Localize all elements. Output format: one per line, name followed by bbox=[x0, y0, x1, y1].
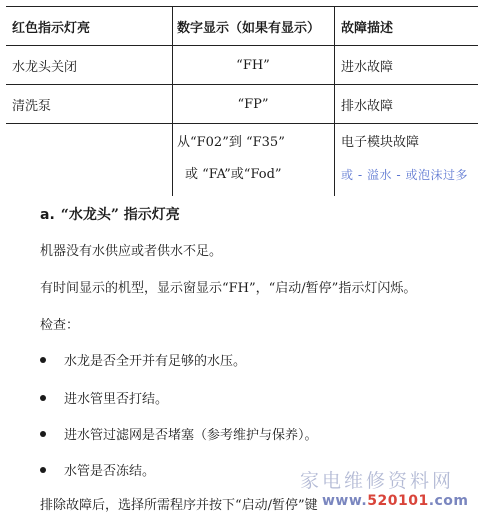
section-heading: “水龙头” 指示灯亮 bbox=[60, 207, 180, 223]
list-item-text: 进水管过滤网是否堵塞（参考维护与保养）。 bbox=[64, 428, 318, 443]
bullet-icon bbox=[40, 357, 46, 363]
table-cell: 水龙头关闭 bbox=[12, 59, 78, 75]
paragraph-no-water: 机器没有水供应或者供水不足。 bbox=[40, 244, 223, 259]
paragraph-after-fix: 排除故障后，选择所需程序并按下“启动/暂停”键 bbox=[40, 498, 318, 513]
bullet-icon bbox=[40, 431, 46, 437]
section-number: a. bbox=[40, 207, 55, 223]
text-overflow: 溢水 bbox=[367, 168, 393, 182]
list-item bbox=[40, 460, 155, 479]
fault-table bbox=[6, 6, 478, 196]
table-row bbox=[6, 46, 478, 85]
text-foam: 或泡沫过多 bbox=[405, 168, 469, 182]
header-red-indicator: 红色指示灯亮 bbox=[12, 20, 91, 36]
fault-code-range: 从“F02”到 “F35” bbox=[177, 135, 285, 150]
table-cell: “FP” bbox=[172, 85, 333, 123]
table-row bbox=[6, 124, 478, 196]
table-cell bbox=[6, 124, 176, 196]
list-item bbox=[40, 388, 168, 407]
watermark-url bbox=[322, 493, 469, 509]
header-fault-description: 故障描述 bbox=[334, 7, 485, 45]
table-cell: “FH” bbox=[172, 46, 333, 84]
table-cell bbox=[172, 124, 337, 196]
watermark-domain: .com bbox=[428, 493, 469, 509]
fault-electronic-module: 电子模块故障 bbox=[341, 135, 420, 150]
header-digital-display: 数字显示（如果有显示） bbox=[172, 7, 337, 45]
fault-code-alternatives: 或 “FA”或“Fod” bbox=[185, 167, 282, 182]
list-item-text: 水龙是否全开并有足够的水压。 bbox=[64, 354, 247, 369]
list-item bbox=[40, 350, 246, 369]
paragraph-check: 检查： bbox=[40, 318, 80, 333]
table-cell: 进水故障 bbox=[334, 46, 485, 84]
table-cell: 排水故障 bbox=[334, 85, 485, 123]
watermark-number: 520101 bbox=[367, 493, 429, 509]
table-row bbox=[6, 85, 478, 124]
list-item-text: 水管是否冻结。 bbox=[64, 464, 156, 479]
table-cell: 清洗泵 bbox=[12, 98, 52, 114]
list-item-text: 进水管里否打结。 bbox=[64, 392, 169, 407]
bullet-icon bbox=[40, 395, 46, 401]
list-item bbox=[40, 424, 318, 443]
table-header-row bbox=[6, 6, 478, 46]
watermark-site-name: 家电维修资料网 bbox=[300, 470, 455, 492]
section-title bbox=[40, 204, 180, 224]
fault-overflow-foam: 或 - 溢水 - 或泡沫过多 bbox=[341, 168, 469, 182]
text-or: 或 bbox=[341, 168, 354, 182]
watermark-www: www. bbox=[322, 493, 368, 509]
paragraph-display-fh: 有时间显示的机型，显示窗显示“FH”，“启动/暂停”指示灯闪烁。 bbox=[40, 281, 417, 296]
bullet-icon bbox=[40, 467, 46, 473]
table-cell bbox=[334, 124, 485, 196]
